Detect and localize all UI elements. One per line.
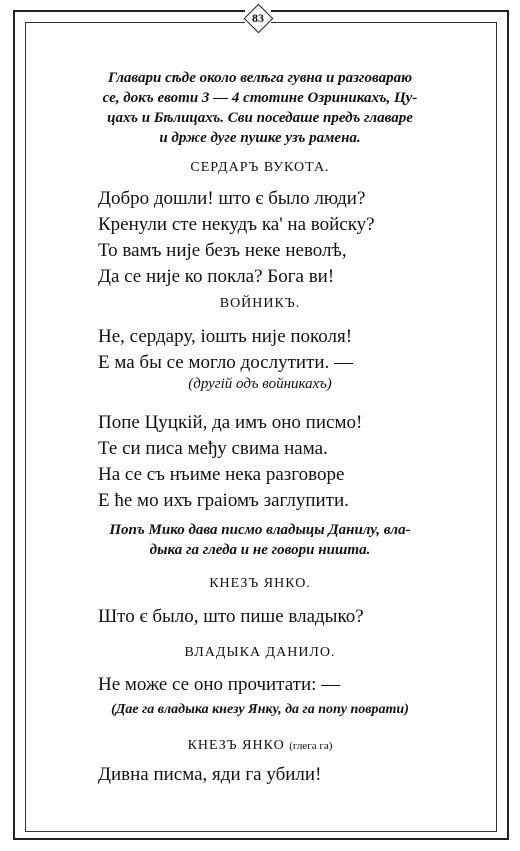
verse-line: Да се није ко покла? Бога ви! xyxy=(98,266,335,287)
verse-block xyxy=(98,604,478,630)
verse-line: Е ма бы се могло дослутити. — xyxy=(98,352,354,373)
stage-direction xyxy=(40,68,480,148)
speaker-name: ВОЙНИКЪ. xyxy=(219,296,301,311)
verse-block xyxy=(98,762,478,788)
stage-line: се, докъ евоти 3 — 4 стотине Озриникахъ, Цу- xyxy=(102,90,418,106)
stage-line: цахъ и Бѣлицахъ. Сви поседаше предъ главаре xyxy=(107,110,413,126)
stage-line: Главари сѣде около велѣга гувна и разговараю xyxy=(107,70,413,86)
speaker-name: КНЕЗЪ ЯНКО xyxy=(187,738,285,753)
verse-line: Кренули сте некудъ ка' на войску? xyxy=(98,214,375,235)
verse-line: Дивна писма, яди га убили! xyxy=(98,764,322,785)
verse-line: Те си писа међу свима нама. xyxy=(98,438,328,459)
verse-line: То вамъ није безъ неке неволѣ, xyxy=(98,240,347,261)
speaker-name: СЕРДАРЪ ВУКОТА. xyxy=(190,160,330,175)
speaker-heading xyxy=(40,738,480,754)
verse-line: Е ће мо ихъ граіомъ заглупити. xyxy=(98,490,349,511)
speaker-name: КНЕЗЪ ЯНКО. xyxy=(209,576,311,591)
side-note: (другій одъ войникахъ) xyxy=(188,376,332,392)
verse-line: На се съ нъиме нека разговоре xyxy=(98,464,345,485)
stage-direction: (Дае га владыка кнезу Янку, да га попу поврати) xyxy=(111,702,409,717)
speaker-name: ВЛАДЫКА ДАНИЛО. xyxy=(184,645,336,660)
stage-line: дыка га гледа и не говори ништа. xyxy=(149,542,371,558)
stage-line: Попъ Мико дава писмо владыцы Данилу, вла- xyxy=(109,522,411,538)
inline-direction: (глега га) xyxy=(289,740,333,752)
verse-block xyxy=(98,410,478,514)
verse-block xyxy=(98,186,478,290)
verse-block xyxy=(98,672,478,698)
stage-line: и држе дуге пушке узъ рамена. xyxy=(159,130,361,146)
verse-block xyxy=(98,324,478,376)
verse-line: Попе Цуцкій, да имъ оно писмо! xyxy=(98,412,363,433)
verse-line: Не, сердару, іошть није поколя! xyxy=(98,326,353,347)
verse-line: Не може се оно прочитати: — xyxy=(98,674,341,695)
page-number: 83 xyxy=(252,10,264,25)
page-number-ornament xyxy=(245,6,271,30)
verse-line: Добро дошли! што є было люди? xyxy=(98,188,366,209)
stage-direction xyxy=(40,520,480,560)
verse-line: Што є было, што пише владыко? xyxy=(98,606,364,627)
